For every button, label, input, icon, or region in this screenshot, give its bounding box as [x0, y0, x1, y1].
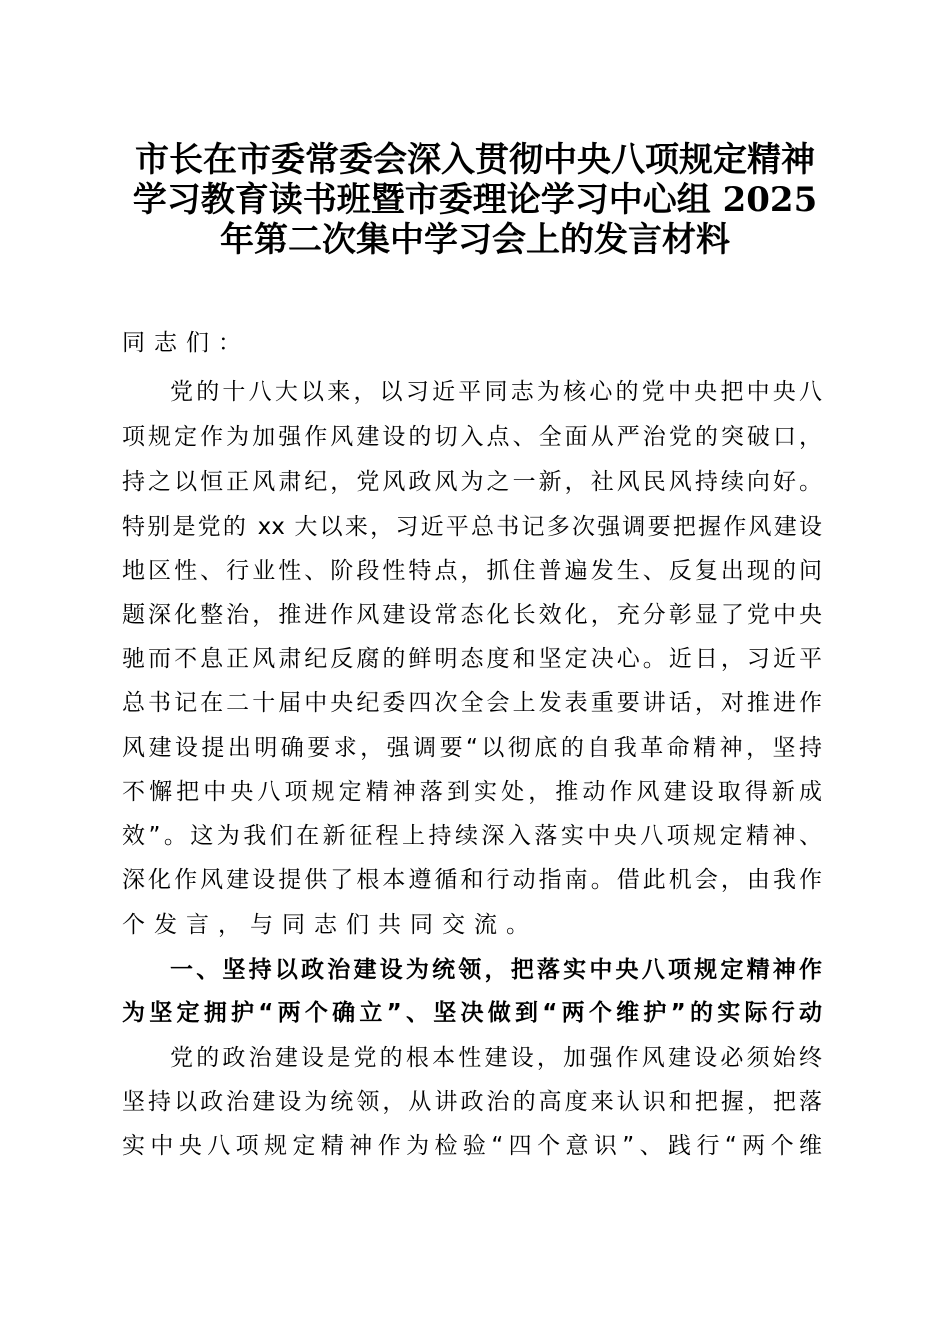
paragraph-line: 驰而不息正风肃纪反腐的鲜明态度和坚定决心。近日，习近平	[122, 646, 822, 672]
paragraph-line: 项规定作为加强作风建设的切入点、全面从严治党的突破口，	[122, 424, 822, 450]
paragraph-line: 特别是党的 xx 大以来，习近平总书记多次强调要把握作风建设	[122, 514, 822, 540]
section-heading-line: 一、坚持以政治建设为统领，把落实中央八项规定精神作	[170, 957, 822, 983]
paragraph-line: 党的政治建设是党的根本性建设，加强作风建设必须始终	[170, 1045, 822, 1071]
paragraph-line: 总书记在二十届中央纪委四次全会上发表重要讲话，对推进作	[122, 690, 822, 716]
paragraph-line: 不懈把中央八项规定精神落到实处，推动作风建设取得新成	[122, 779, 822, 805]
paragraph-line: 深化作风建设提供了根本遵循和行动指南。借此机会，由我作	[122, 867, 822, 893]
document-title-line: 年第二次集中学习会上的发言材料	[220, 220, 730, 260]
paragraph-line: 地区性、行业性、阶段性特点，抓住普遍发生、反复出现的问	[122, 558, 822, 584]
paragraph-line: 持之以恒正风肃纪，党风政风为之一新，社风民风持续向好。	[122, 469, 822, 495]
paragraph-line: 个发言，与同志们共同交流。	[122, 912, 538, 938]
paragraph-line: 风建设提出明确要求，强调要“以彻底的自我革命精神，坚持	[122, 735, 822, 761]
paragraph-line: 党的十八大以来，以习近平同志为核心的党中央把中央八	[170, 379, 822, 405]
paragraph-line: 实中央八项规定精神作为检验“四个意识”、践行“两个维	[122, 1133, 822, 1159]
document-title-line: 学习教育读书班暨市委理论学习中心组 2025	[132, 180, 818, 220]
document-title-line: 市长在市委常委会深入贯彻中央八项规定精神	[135, 140, 815, 180]
salutation: 同志们：	[122, 330, 250, 356]
paragraph-line: 效”。这为我们在新征程上持续深入落实中央八项规定精神、	[122, 823, 822, 849]
paragraph-line: 题深化整治，推进作风建设常态化长效化，充分彰显了党中央	[122, 602, 822, 628]
section-heading-line: 为坚定拥护“两个确立”、坚决做到“两个维护”的实际行动	[122, 1000, 822, 1026]
paragraph-line: 坚持以政治建设为统领，从讲政治的高度来认识和把握，把落	[122, 1089, 822, 1115]
